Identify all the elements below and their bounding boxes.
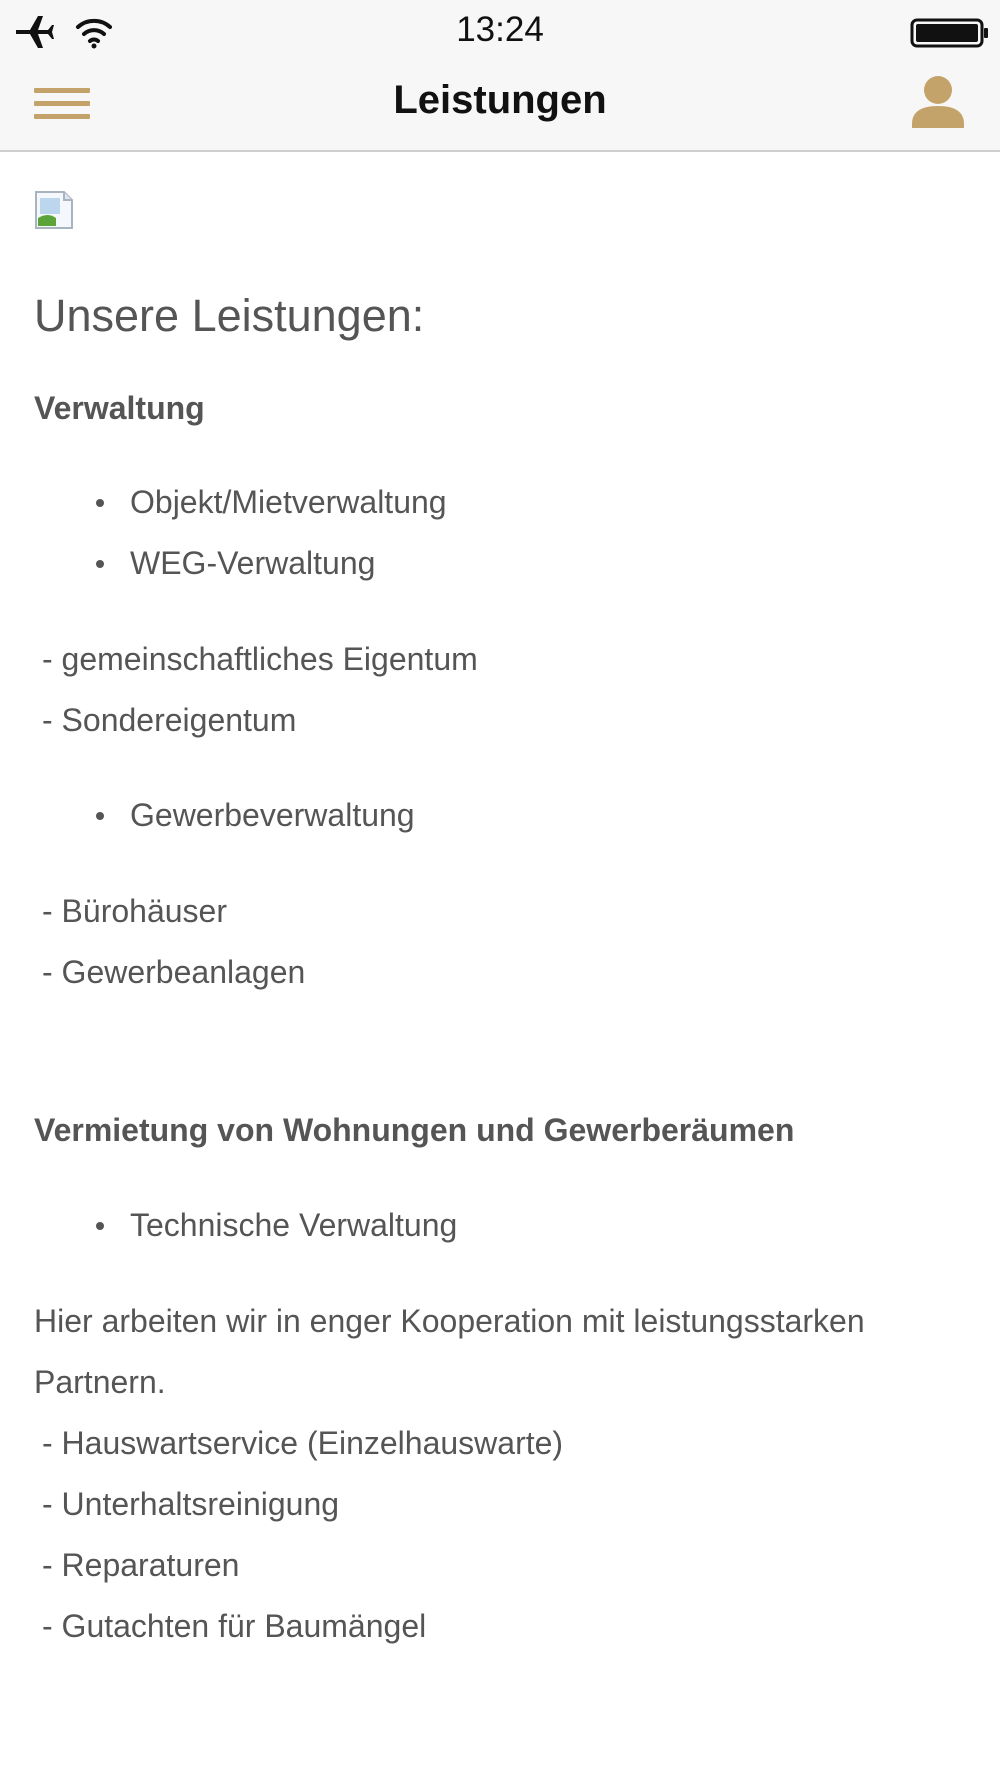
section-heading: Unsere Leistungen:	[34, 290, 425, 341]
status-time: 13:24	[456, 10, 544, 49]
list-item: - Sondereigentum	[42, 702, 297, 738]
navigation-bar	[0, 62, 1000, 152]
list-item: - Gewerbeanlagen	[42, 954, 306, 990]
list-item: - Hauswartservice (Einzelhauswarte)	[42, 1425, 564, 1461]
list-item: WEG-Verwaltung	[130, 545, 376, 581]
list-item: - gemeinschaftliches Eigentum	[42, 641, 478, 677]
section-title-verwaltung: Verwaltung	[34, 390, 205, 426]
paragraph-text: Hier arbeiten wir in enger Kooperation mit leistungsstarken	[34, 1303, 865, 1339]
broken-image-icon	[34, 190, 74, 230]
list-item: Objekt/Mietverwaltung	[130, 484, 447, 520]
list-item: - Gutachten für Baumängel	[42, 1608, 427, 1644]
list-item: - Reparaturen	[42, 1547, 240, 1583]
list-item: - Bürohäuser	[42, 893, 227, 929]
user-profile-icon[interactable]	[906, 68, 970, 138]
status-bar	[0, 0, 1000, 62]
battery-icon	[910, 16, 990, 50]
list-item: - Unterhaltsreinigung	[42, 1486, 340, 1522]
page-title: Leistungen	[393, 78, 607, 122]
list-item: Technische Verwaltung	[130, 1207, 458, 1243]
paragraph-text: Partnern.	[34, 1364, 166, 1400]
section-title-vermietung: Vermietung von Wohnungen und Gewerberäumen	[34, 1112, 795, 1148]
list-item: Gewerbeverwaltung	[130, 797, 415, 833]
